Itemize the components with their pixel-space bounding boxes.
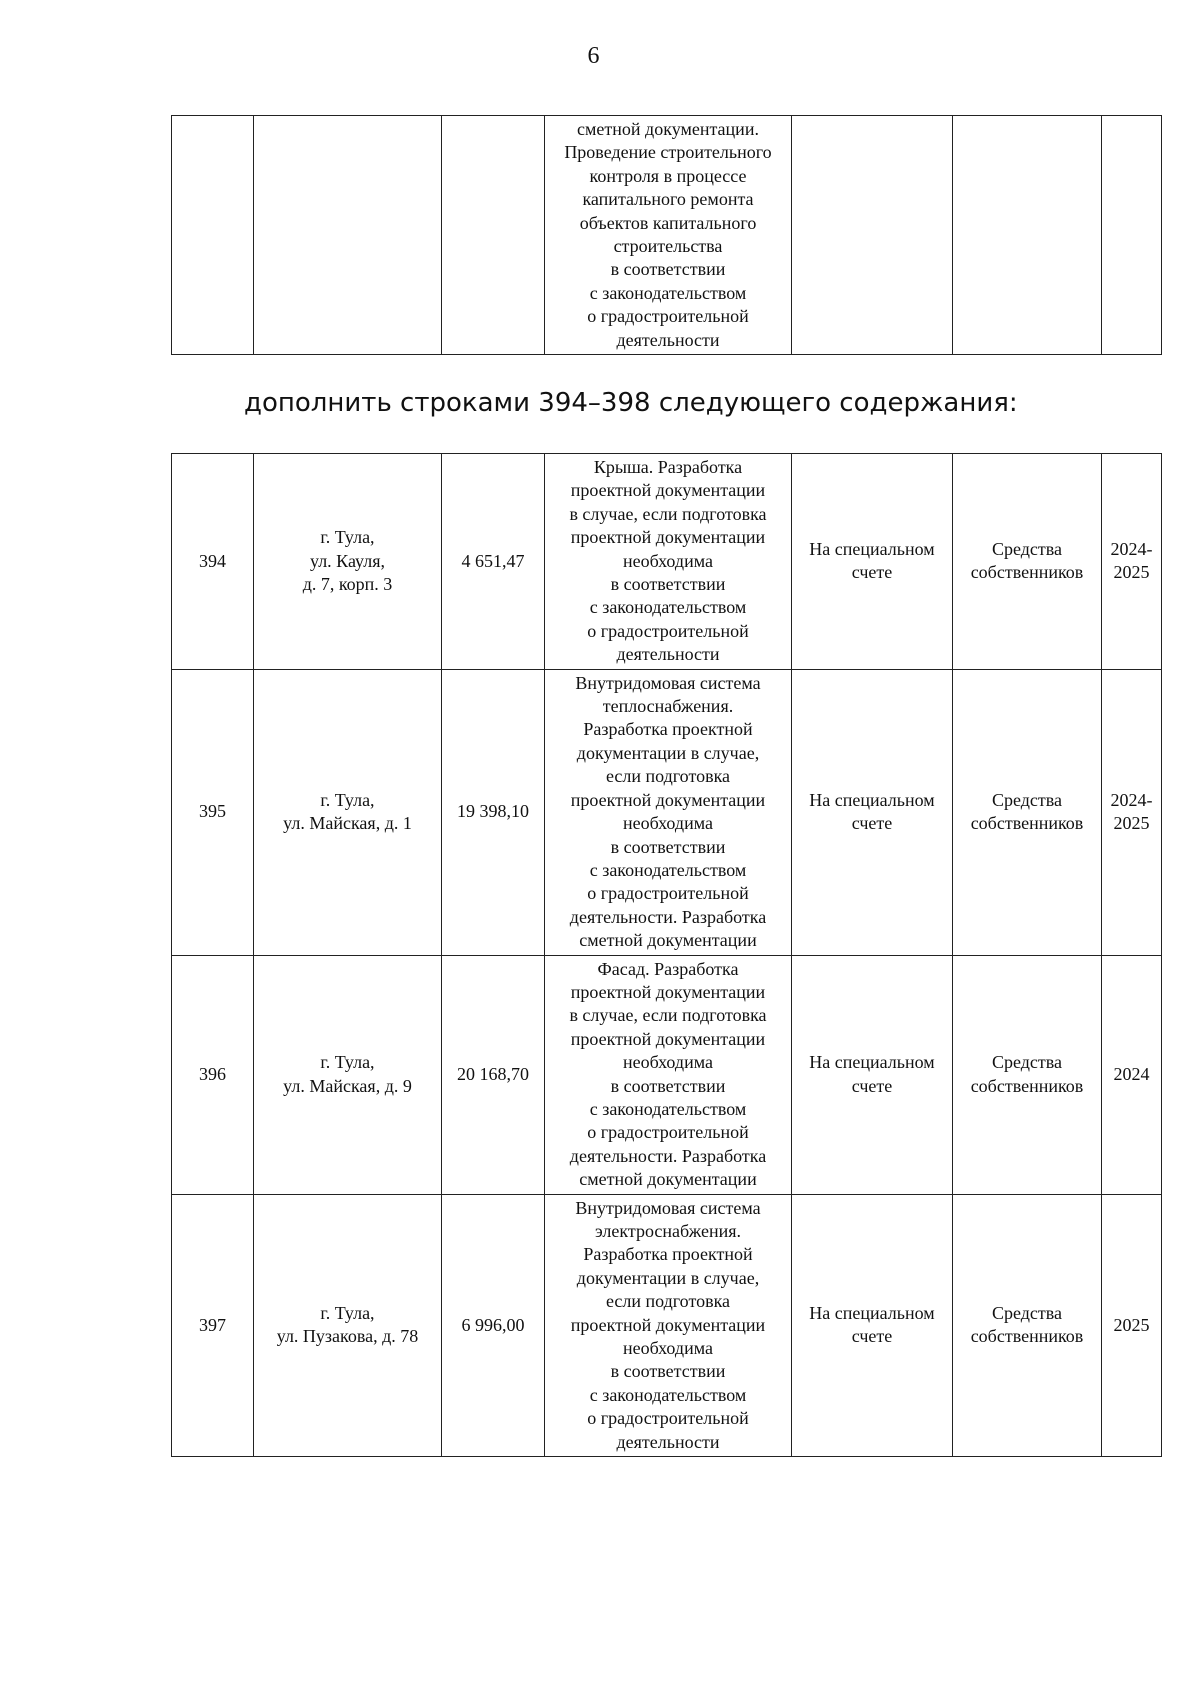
cell-years: [1102, 116, 1162, 355]
cell-number: [172, 116, 254, 355]
cell-address: г. Тула, ул. Майская, д. 9: [254, 955, 442, 1194]
cell-source: Средства собственников: [953, 955, 1102, 1194]
cell-description: сметной документации. Проведение строительного контроля в процессе капитального ремонта объектов капитального строительства в соответствии с законодательством о градостроительной деятельности: [545, 116, 792, 355]
cell-source: Средства собственников: [953, 454, 1102, 670]
page-number: 6: [587, 43, 600, 69]
cell-cost: [442, 116, 545, 355]
cell-years: 2024- 2025: [1102, 669, 1162, 955]
cell-description: Крыша. Разработка проектной документации в случае, если подготовка проектной документации необходима в соответствии с законодательством о градостроительной деятельности: [545, 454, 792, 670]
cell-source: Средства собственников: [953, 669, 1102, 955]
cell-description: Внутридомовая система теплоснабжения. Разработка проектной документации в случае, если подготовка проектной документации необходима в соответствии с законодательством о градостроительной деятельности. Разработка сметной документации: [545, 669, 792, 955]
cell-number: 394: [172, 454, 254, 670]
cell-account: На специальном счете: [792, 669, 953, 955]
table-row: [172, 955, 1162, 1194]
cell-description: Фасад. Разработка проектной документации в случае, если подготовка проектной документации необходима в соответствии с законодательством о градостроительной деятельности. Разработка сметной документации: [545, 955, 792, 1194]
cell-account: На специальном счете: [792, 454, 953, 670]
cell-address: г. Тула, ул. Майская, д. 1: [254, 669, 442, 955]
cell-cost: 19 398,10: [442, 669, 545, 955]
cell-years: 2024: [1102, 955, 1162, 1194]
cell-source: [953, 116, 1102, 355]
cell-account: На специальном счете: [792, 955, 953, 1194]
cell-address: г. Тула, ул. Кауля, д. 7, корп. 3: [254, 454, 442, 670]
cell-cost: 20 168,70: [442, 955, 545, 1194]
table-row: [172, 116, 1162, 355]
cell-years: 2025: [1102, 1194, 1162, 1456]
cell-cost: 4 651,47: [442, 454, 545, 670]
cell-number: 395: [172, 669, 254, 955]
cell-address: [254, 116, 442, 355]
table-row: [172, 669, 1162, 955]
continuation-table: [171, 115, 1162, 355]
cell-address: г. Тула, ул. Пузакова, д. 78: [254, 1194, 442, 1456]
cell-description: Внутридомовая система электроснабжения. Разработка проектной документации в случае, если подготовка проектной документации необходима в соответствии с законодательством о градостроительной деятельности: [545, 1194, 792, 1456]
cell-source: Средства собственников: [953, 1194, 1102, 1456]
cell-years: 2024- 2025: [1102, 454, 1162, 670]
cell-number: 396: [172, 955, 254, 1194]
cell-number: 397: [172, 1194, 254, 1456]
cell-cost: 6 996,00: [442, 1194, 545, 1456]
table-row: [172, 1194, 1162, 1456]
added-rows-table: [171, 453, 1162, 1457]
cell-account: На специальном счете: [792, 1194, 953, 1456]
cell-account: [792, 116, 953, 355]
table-row: [172, 454, 1162, 670]
intro-text: дополнить строками 394–398 следующего содержания:: [244, 388, 1018, 418]
